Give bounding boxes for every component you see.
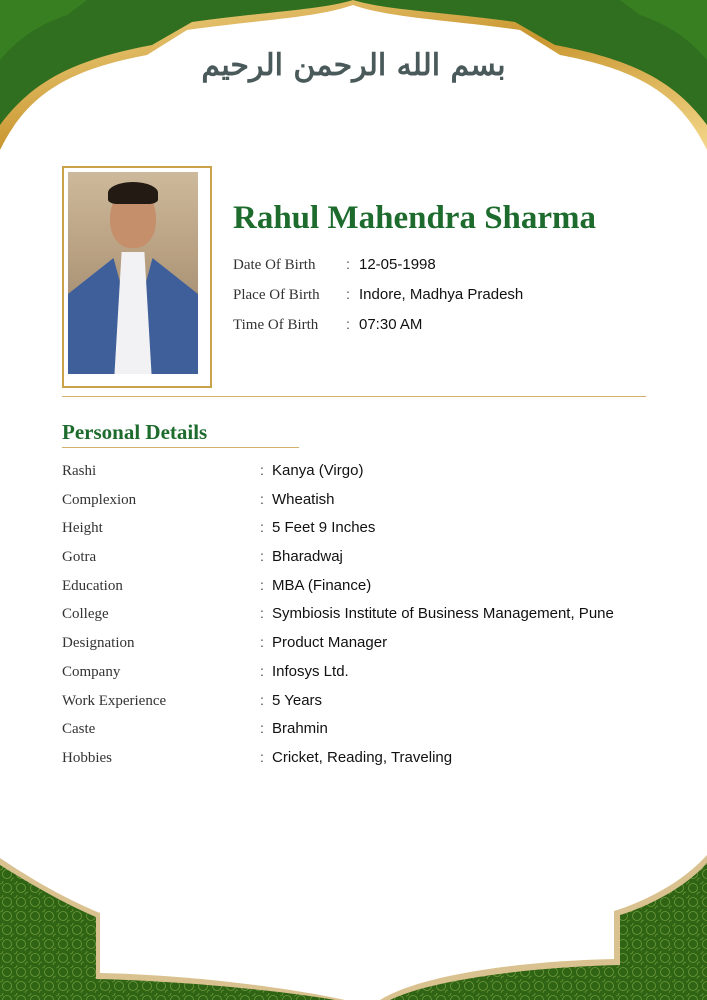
detail-row-gotra <box>62 548 614 577</box>
field-label: Date Of Birth <box>233 257 316 273</box>
detail-row-college <box>62 605 614 634</box>
field-label: Designation <box>62 635 135 652</box>
detail-row-education <box>62 577 614 606</box>
field-value: Indore, Madhya Pradesh <box>359 286 524 303</box>
birth-row <box>233 286 523 316</box>
bottom-arch-decoration <box>0 825 707 1000</box>
field-value: 07:30 AM <box>359 316 423 333</box>
birth-row <box>233 256 523 286</box>
field-label: Place Of Birth <box>233 287 320 303</box>
separator: : <box>260 634 264 651</box>
field-value: 5 Feet 9 Inches <box>272 519 376 537</box>
separator: : <box>260 576 264 593</box>
field-value: 12-05-1998 <box>359 256 436 273</box>
section-divider <box>62 396 646 397</box>
section-title-underline <box>62 447 299 448</box>
detail-row-caste <box>62 720 614 749</box>
field-label: Height <box>62 520 103 537</box>
field-value: Wheatish <box>272 490 335 508</box>
detail-row-rashi <box>62 462 614 491</box>
separator: : <box>346 256 350 272</box>
field-label: Gotra <box>62 549 97 566</box>
field-value: MBA (Finance) <box>272 576 372 594</box>
separator: : <box>260 691 264 708</box>
field-label: Complexion <box>62 491 137 508</box>
field-label: Time Of Birth <box>233 317 319 333</box>
personal-details-list <box>62 462 614 778</box>
profile-name: Rahul Mahendra Sharma <box>233 200 597 236</box>
detail-row-company <box>62 663 614 692</box>
separator: : <box>260 490 264 507</box>
profile-photo-frame <box>62 166 212 388</box>
separator: : <box>260 605 264 622</box>
separator: : <box>260 519 264 536</box>
field-value: Product Manager <box>272 634 388 652</box>
separator: : <box>346 286 350 302</box>
field-value: Cricket, Reading, Traveling <box>272 748 453 766</box>
field-label: Education <box>62 577 123 594</box>
field-label: Work Experience <box>62 692 167 709</box>
separator: : <box>346 316 350 332</box>
field-value: Bharadwaj <box>272 548 343 566</box>
separator: : <box>260 720 264 737</box>
field-value: Symbiosis Institute of Business Management, Pune <box>272 605 614 623</box>
separator: : <box>260 548 264 565</box>
bismillah-calligraphy: بسم الله الرحمن الرحيم <box>201 48 506 83</box>
field-value: Brahmin <box>272 720 328 738</box>
field-value: 5 Years <box>272 691 323 709</box>
separator: : <box>260 462 264 478</box>
birth-row <box>233 316 523 346</box>
detail-row-hobbies <box>62 749 614 778</box>
field-label: Company <box>62 663 121 680</box>
field-label: Hobbies <box>62 749 112 766</box>
section-title: Personal Details <box>62 420 208 444</box>
birth-details <box>233 256 523 346</box>
separator: : <box>260 748 264 765</box>
field-label: Rashi <box>62 463 97 479</box>
detail-row-complexion <box>62 491 614 520</box>
field-label: College <box>62 606 109 623</box>
detail-row-work-experience <box>62 692 614 721</box>
detail-row-designation <box>62 634 614 663</box>
detail-row-height <box>62 519 614 548</box>
field-value: Infosys Ltd. <box>272 662 349 680</box>
separator: : <box>260 662 264 679</box>
profile-photo <box>68 172 198 374</box>
field-label: Caste <box>62 721 96 738</box>
field-value: Kanya (Virgo) <box>272 462 364 479</box>
